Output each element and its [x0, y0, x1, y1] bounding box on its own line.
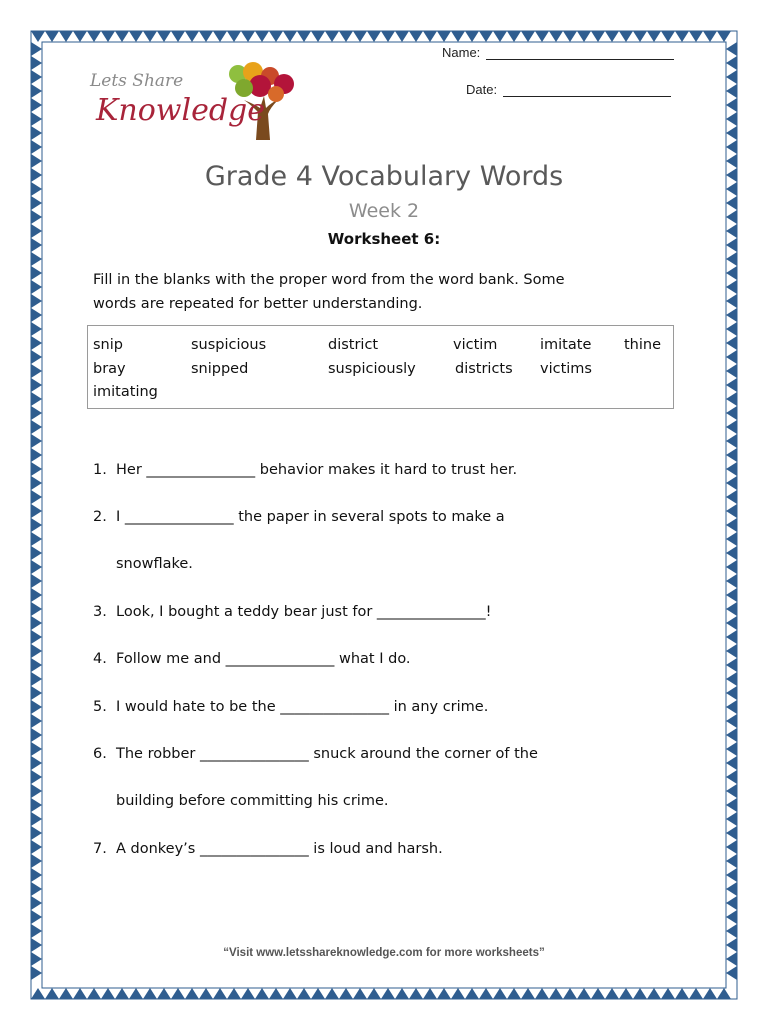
question-2-continuation: snowflake. — [116, 556, 193, 572]
name-label: Name: — [442, 45, 481, 60]
question-text: I _______________ the paper in several spots to make a — [116, 509, 505, 525]
word-bank-word: suspiciously — [328, 361, 416, 377]
word-bank-word: victims — [540, 361, 592, 377]
word-bank — [87, 325, 674, 409]
question-text: Follow me and _______________ what I do. — [116, 651, 411, 667]
question-number: 6. — [93, 746, 107, 762]
page-title: Grade 4 Vocabulary Words — [204, 161, 564, 192]
word-bank-word: imitate — [540, 337, 592, 353]
question-number: 2. — [93, 509, 107, 525]
word-bank-word: suspicious — [191, 337, 267, 353]
name-blank-line[interactable] — [486, 47, 674, 60]
question-6 — [93, 746, 538, 762]
question-number: 4. — [93, 651, 107, 667]
lets-share-knowledge-logo — [88, 60, 303, 140]
question-5 — [93, 699, 488, 715]
question-1 — [93, 462, 517, 478]
question-number: 5. — [93, 699, 107, 715]
question-3 — [93, 604, 491, 620]
question-text: Look, I bought a teddy bear just for _______________! — [116, 604, 492, 620]
date-label: Date: — [466, 82, 498, 97]
word-bank-word: district — [328, 337, 379, 353]
page-subtitle: Week 2 — [348, 200, 420, 222]
question-text: The robber _______________ snuck around the corner of the — [116, 746, 538, 762]
date-field[interactable] — [466, 82, 671, 97]
worksheet-label: Worksheet 6: — [327, 230, 441, 248]
question-number: 3. — [93, 604, 107, 620]
footer-note: “Visit www.letsshareknowledge.com for more worksheets” — [223, 947, 545, 959]
instructions — [93, 268, 683, 316]
question-text: I would hate to be the _______________ in any crime. — [116, 699, 489, 715]
name-field[interactable] — [442, 45, 674, 60]
question-7 — [93, 841, 443, 857]
logo-text-line1: Lets Share — [90, 71, 184, 91]
date-blank-line[interactable] — [503, 84, 671, 97]
question-text: Her _______________ behavior makes it hard to trust her. — [116, 462, 518, 478]
word-bank-word: snip — [93, 337, 123, 353]
instructions-line-1: Fill in the blanks with the proper word from the word bank. Some — [93, 272, 565, 288]
instructions-line-2: words are repeated for better understanding. — [93, 296, 423, 312]
logo-text-line2: Knowledge — [96, 93, 265, 128]
word-bank-word: imitating — [93, 384, 158, 400]
question-6-continuation: building before committing his crime. — [116, 793, 389, 809]
question-2 — [93, 509, 505, 525]
word-bank-word: districts — [455, 361, 513, 377]
question-number: 7. — [93, 841, 107, 857]
word-bank-word: victim — [453, 337, 498, 353]
question-text: A donkey’s _______________ is loud and harsh. — [116, 841, 443, 857]
word-bank-word: bray — [93, 361, 126, 377]
word-bank-word: snipped — [191, 361, 249, 377]
question-4 — [93, 651, 411, 667]
word-bank-word: thine — [624, 337, 662, 353]
question-number: 1. — [93, 462, 107, 478]
